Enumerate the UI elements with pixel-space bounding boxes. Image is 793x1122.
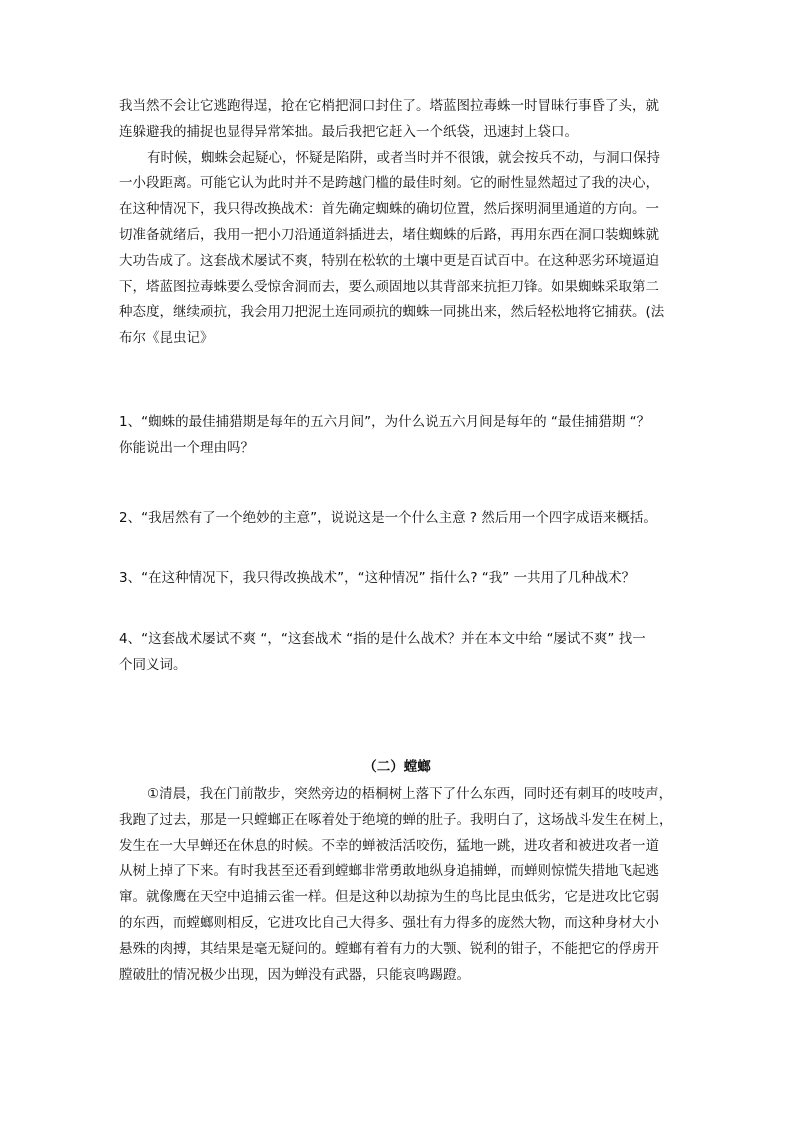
text-line: 在这种情况下，我只得改换战术：首先确定蜘蛛的确切位置，然后探明洞里通道的方向。一 (119, 201, 659, 218)
text-line: 的东西，而螳螂则相反，它进攻比自己大得多、强壮有力得多的庞然大物，而这种身材大小 (119, 914, 659, 931)
question-1 (119, 410, 675, 462)
question-line: 3、“在这种情况下，我只得改换战术”，“这种情况” 指什么? “我” 一共用了几种战术？ (119, 570, 636, 586)
question-line: 你能说出一个理由吗？ (119, 439, 254, 456)
question-line: 4、“这套战术屡试不爽 “，“这套战术 “指的是什么战术？并在本文中给 “屡试不爽” 找一 (119, 631, 646, 647)
question-3 (119, 566, 675, 592)
passage-one (119, 94, 675, 352)
text-line: 膛破肚的情况极少出现，因为蝉没有武器，只能哀鸣踢蹬。 (119, 966, 470, 983)
question-line: 个同义词。 (119, 656, 187, 673)
text-line: 我当然不会让它逃跑得逞，抢在它梢把洞口封住了。塔蓝图拉毒蛛一时冒昧行事昏了头，就 (119, 98, 659, 114)
question-line: 1、“蜘蛛的最佳捕猎期是每年的五六月间”，为什么说五六月间是每年的 “最佳捕猎期 “？ (119, 414, 651, 430)
text-line: 悬殊的肉搏，其结果是毫无疑问的。螳螂有着有力的大颚、锐利的钳子，不能把它的俘虏开 (119, 940, 659, 957)
text-line: 种态度，继续顽抗，我会用刀把泥土连同顽抗的蜘蛛一同挑出来，然后轻松地将它捕获。(法 (119, 304, 665, 321)
text-line: 窜。就像鹰在天空中追捕云雀一样。但是这种以劫掠为生的鸟比昆虫低劣，它是进攻比它弱 (119, 889, 659, 906)
text-line: 切准备就绪后，我用一把小刀沿通道斜插进去，堵住蜘蛛的后路，再用东西在洞口装蜘蛛就 (119, 226, 659, 243)
text-line: 从树上掉了下来。有时我甚至还看到螳螂非常勇敢地纵身追捕蝉，而蝉则惊慌失措地飞起逃 (119, 863, 659, 880)
text-line: 一小段距离。可能它认为此时并不是跨越门槛的最佳时刻。它的耐性显然超过了我的决心， (119, 175, 659, 192)
paragraph-start-line: ①清晨，我在门前散步，突然旁边的梧桐树上落下了什么东西，同时还有刺耳的吱吱声， (147, 786, 673, 802)
question-4 (119, 627, 675, 679)
paragraph-start-line: 有时候，蜘蛛会起疑心，怀疑是陷阱，或者当时并不很饿，就会按兵不动，与洞口保持 (147, 149, 660, 166)
text-line: 布尔《昆虫记》 (119, 330, 214, 347)
passage-two (119, 782, 675, 988)
text-line: 大功告成了。这套战术屡试不爽，特别在松软的土壤中更是百试百中。在这种恶劣环境逼迫 (119, 252, 659, 269)
text-line: 我跑了过去，那是一只螳螂正在啄着处于绝境的蝉的肚子。我明白了，这场战斗发生在树上， (119, 811, 673, 828)
question-2 (119, 506, 675, 532)
question-line: 2、“我居然有了一个绝妙的主意”，说说这是一个什么主意 ? 然后用一个四字成语来概括。 (119, 510, 657, 526)
text-line: 发生在一大早蝉还在休息的时候。不幸的蝉被活活咬伤，猛地一跳，进攻者和被进攻者一道 (119, 837, 659, 854)
text-line: 下，塔蓝图拉毒蛛要么受惊舍洞而去，要么顽固地以其背部来抗拒刀锋。如果蜘蛛采取第二 (119, 278, 659, 295)
text-line: 连躲避我的捕捉也显得异常笨拙。最后我把它赶入一个纸袋，迅速封上袋口。 (119, 123, 578, 140)
section-title: （二）螳螂 (363, 759, 431, 775)
